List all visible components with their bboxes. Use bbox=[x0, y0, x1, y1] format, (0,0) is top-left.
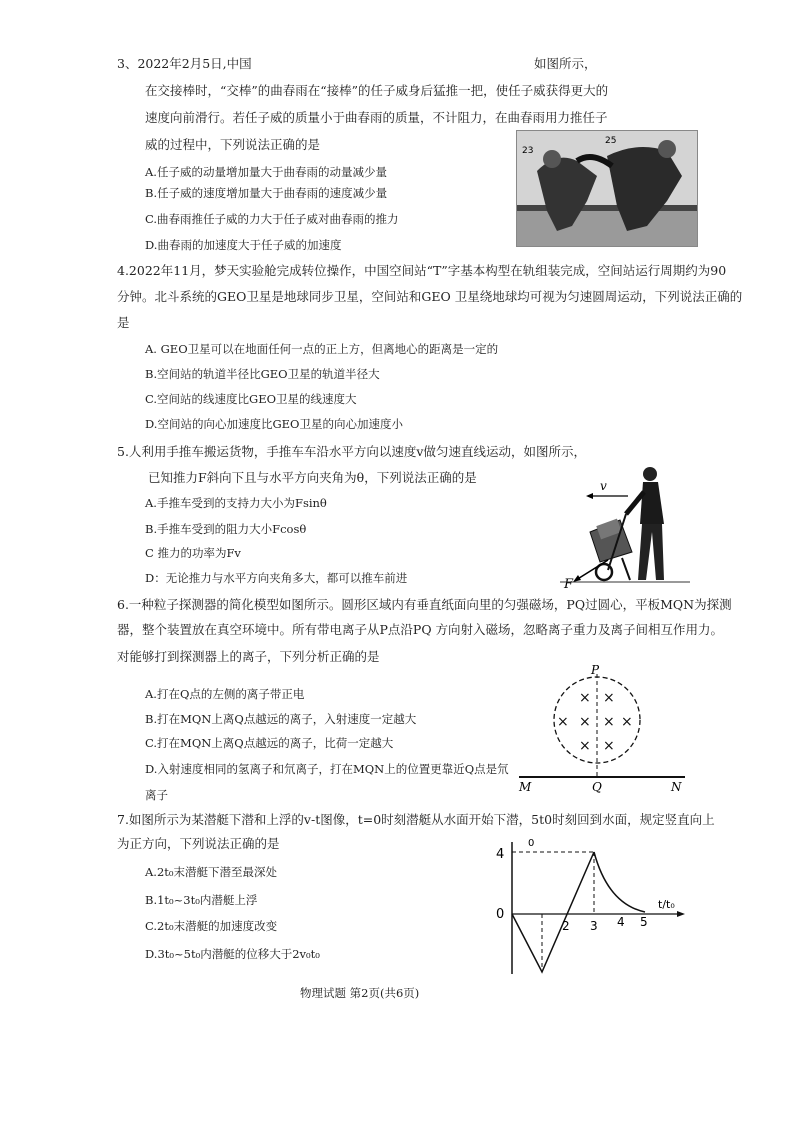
q7-option-c: C.2t₀末潜艇的加速度改变 bbox=[145, 919, 278, 933]
q5-line2: 已知推力F斜向下且与水平方向夹角为θ，下列说法正确的是 bbox=[148, 470, 477, 485]
q7-option-a: A.2t₀末潜艇下潜至最深处 bbox=[145, 865, 278, 879]
q3-option-b: B.任子威的速度增加量大于曲春雨的速度减少量 bbox=[145, 186, 388, 200]
q6-option-d: D.入射速度相同的氢离子和氘离子，打在MQN上的位置更靠近Q点是氘 bbox=[145, 762, 509, 776]
q3-line1-right: 如图所示， bbox=[534, 56, 597, 71]
q4-line3: 是 bbox=[117, 315, 130, 330]
magnetic-field-figure bbox=[515, 660, 690, 795]
q4-line1: 4.2022年11月，梦天实验舱完成转位操作，中国空间站“T”字基本构型在轨组装完成，空间站运行周期约为90 bbox=[117, 263, 727, 278]
force-label: F bbox=[564, 577, 574, 592]
q4-option-d: D.空间站的向心加速度比GEO卫星的向心加速度小 bbox=[145, 417, 403, 431]
x-tick-5: 5 bbox=[640, 915, 648, 929]
q6-option-a: A.打在Q点的左侧的离子带正电 bbox=[145, 687, 305, 701]
q4-option-b: B.空间站的轨道半径比GEO卫星的轨道半径大 bbox=[145, 367, 380, 381]
v-top-label: 0 bbox=[528, 838, 535, 849]
q6-line2: 器，整个装置放在真空环境中。所有带电离子从P点沿PQ 方向射入磁场，忽略离子重力及离子间相互作用力。 bbox=[117, 622, 724, 637]
q7-option-d: D.3t₀~5t₀内潜艇的位移大于2v₀t₀ bbox=[145, 947, 320, 961]
photo-number-25: 25 bbox=[605, 136, 617, 146]
y-zero-label: 0 bbox=[496, 907, 505, 922]
q7-line1: 7.如图所示为某潜艇下潜和上浮的v-t图像，t=0时刻潜艇从水面开始下潜，5t0时刻回到水面，规定竖直向上 bbox=[117, 812, 715, 827]
y-top-label: 4 bbox=[496, 847, 505, 862]
q3-line2: 在交接棒时，“交棒”的曲春雨在“接棒”的任子威身后猛推一把，使任子威获得更大的 bbox=[145, 83, 609, 98]
q3-line4: 威的过程中，下列说法正确的是 bbox=[145, 137, 321, 152]
q5-option-b: B.手推车受到的阻力大小Fcosθ bbox=[145, 522, 307, 536]
q5-option-c: C 推力的功率为Fv bbox=[145, 546, 241, 560]
point-n-label: N bbox=[671, 780, 682, 794]
q7-option-b: B.1t₀~3t₀内潜艇上浮 bbox=[145, 893, 258, 907]
q5-line1: 5.人利用手推车搬运货物，手推车车沿水平方向以速度v做匀速直线运动，如图所示， bbox=[117, 444, 586, 459]
q3-line3: 速度向前滑行。若任子威的质量小于曲春雨的质量，不计阻力，在曲春雨用力推任子 bbox=[145, 110, 608, 125]
svg-text:×: × bbox=[621, 714, 633, 730]
q7-line2: 为正方向，下列说法正确的是 bbox=[117, 836, 280, 851]
q6-line1: 6.一种粒子探测器的简化模型如图所示。圆形区域内有垂直纸面向里的匀强磁场，PQ过圆心，平板MQN为探测 bbox=[117, 597, 732, 612]
speed-skating-photo bbox=[516, 130, 698, 247]
q3-option-d: D.曲春雨的加速度大于任子威的加速度 bbox=[145, 238, 342, 252]
point-q-label: Q bbox=[592, 780, 602, 794]
svg-text:×: × bbox=[603, 690, 615, 706]
q6-option-c: C.打在MQN上离Q点越远的离子，比荷一定越大 bbox=[145, 736, 394, 750]
velocity-label: v bbox=[600, 479, 607, 493]
t-axis-label: t/t₀ bbox=[658, 898, 675, 911]
x-tick-4: 4 bbox=[617, 915, 625, 929]
x-tick-3: 3 bbox=[590, 919, 598, 933]
q6-line3: 对能够打到探测器上的离子，下列分析正确的是 bbox=[117, 649, 380, 664]
q5-option-a: A.手推车受到的支持力大小为Fsinθ bbox=[145, 496, 327, 510]
q5-option-d: D：无论推力与水平方向夹角多大，都可以推车前进 bbox=[145, 571, 408, 585]
cart-figure bbox=[560, 462, 690, 592]
q3-option-a: A.任子威的动量增加量大于曲春雨的动量减少量 bbox=[145, 165, 387, 179]
q4-option-c: C.空间站的线速度比GEO卫星的线速度大 bbox=[145, 392, 357, 406]
svg-text:×: × bbox=[579, 738, 591, 754]
q6-option-d-continued: 离子 bbox=[145, 788, 168, 802]
q4-line2: 分钟。北斗系统的GEO卫星是地球同步卫星，空间站和GEO 卫星绕地球均可视为匀速圆周运动，下列说法正确的 bbox=[117, 289, 743, 304]
point-m-label: M bbox=[519, 780, 532, 794]
svg-text:×: × bbox=[603, 738, 615, 754]
vt-graph bbox=[490, 834, 690, 979]
q3-line1-left: 3、2022年2月5日,中国 bbox=[117, 56, 252, 71]
point-p-label: P bbox=[591, 663, 600, 677]
q3-option-c: C.曲春雨推任子威的力大于任子威对曲春雨的推力 bbox=[145, 212, 399, 226]
q4-option-a: A. GEO卫星可以在地面任何一点的正上方，但离地心的距离是一定的 bbox=[145, 342, 499, 356]
x-tick-2: 2 bbox=[562, 919, 570, 933]
photo-number-23: 23 bbox=[522, 146, 534, 156]
page-footer: 物理试题 第2页(共6页) bbox=[300, 986, 420, 1000]
svg-text:×: × bbox=[579, 714, 591, 730]
svg-text:×: × bbox=[557, 714, 569, 730]
q6-option-b: B.打在MQN上离Q点越远的离子，入射速度一定越大 bbox=[145, 712, 417, 726]
svg-text:×: × bbox=[579, 690, 591, 706]
svg-text:×: × bbox=[603, 714, 615, 730]
